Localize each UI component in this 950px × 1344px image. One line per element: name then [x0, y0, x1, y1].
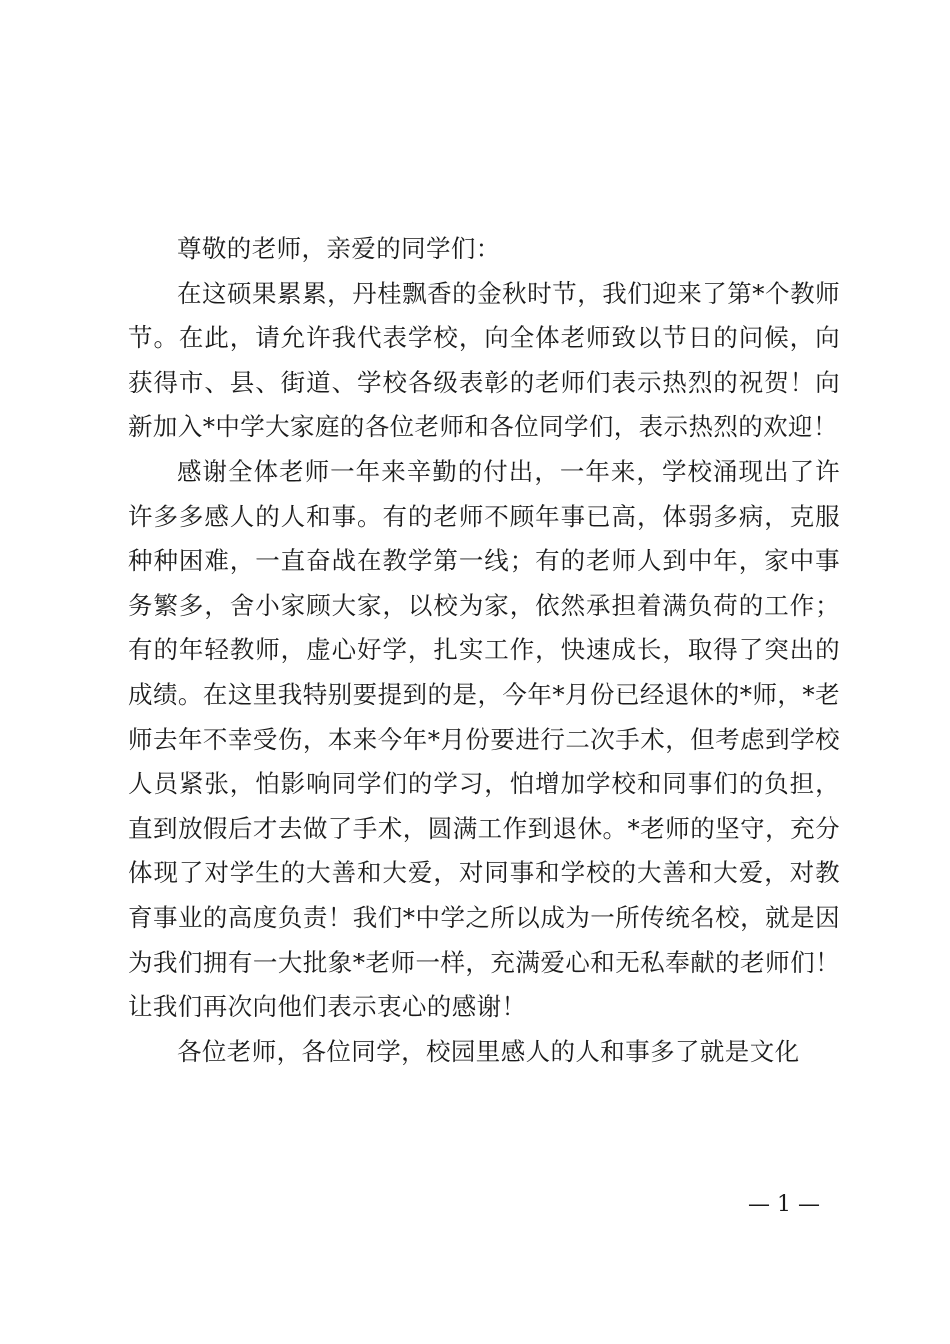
document-body: [128, 227, 840, 1074]
body-paragraph-1: 在这硕果累累，丹桂飘香的金秋时节，我们迎来了第*个教师节。在此，请允许我代表学校，向全体老师致以节日的问候，向获得市、县、街道、学校各级表彰的老师们表示热烈的祝贺！向新加入*中学大家庭的各位老师和各位同学们，表示热烈的欢迎！: [128, 278, 840, 442]
body-paragraph-3: 各位老师，各位同学，校园里感人的人和事多了就是文化: [177, 1036, 800, 1066]
salutation-paragraph: 尊敬的老师，亲爱的同学们：: [177, 234, 501, 263]
page-number: — 1 —: [748, 1192, 820, 1217]
body-paragraph-2: 感谢全体老师一年来辛勤的付出，一年来，学校涌现出了许许多多感人的人和事。有的老师不顾年事已高，体弱多病，克服种种困难，一直奋战在教学第一线；有的老师人到中年，家中事务繁多，舍小家顾大家，以校为家，依然承担着满负荷的工作；有的年轻教师，虚心好学，扎实工作，快速成长，取得了突出的成绩。在这里我特别要提到的是，今年*月份已经退休的*师，*老师去年不幸受伤，本来今年*月份要进行二次手术，但考虑到学校人员紧张，怕影响同学们的学习，怕增加学校和同事们的负担，直到放假后才去做了手术，圆满工作到退休。*老师的坚守，充分体现了对学生的大善和大爱，对同事和学校的大善和大爱，对教育事业的高度负责！我们*中学之所以成为一所传统名校，就是因为我们拥有一大批象*老师一样，充满爱心和无私奉献的老师们！让我们再次向他们表示衷心的感谢！: [128, 456, 840, 1022]
